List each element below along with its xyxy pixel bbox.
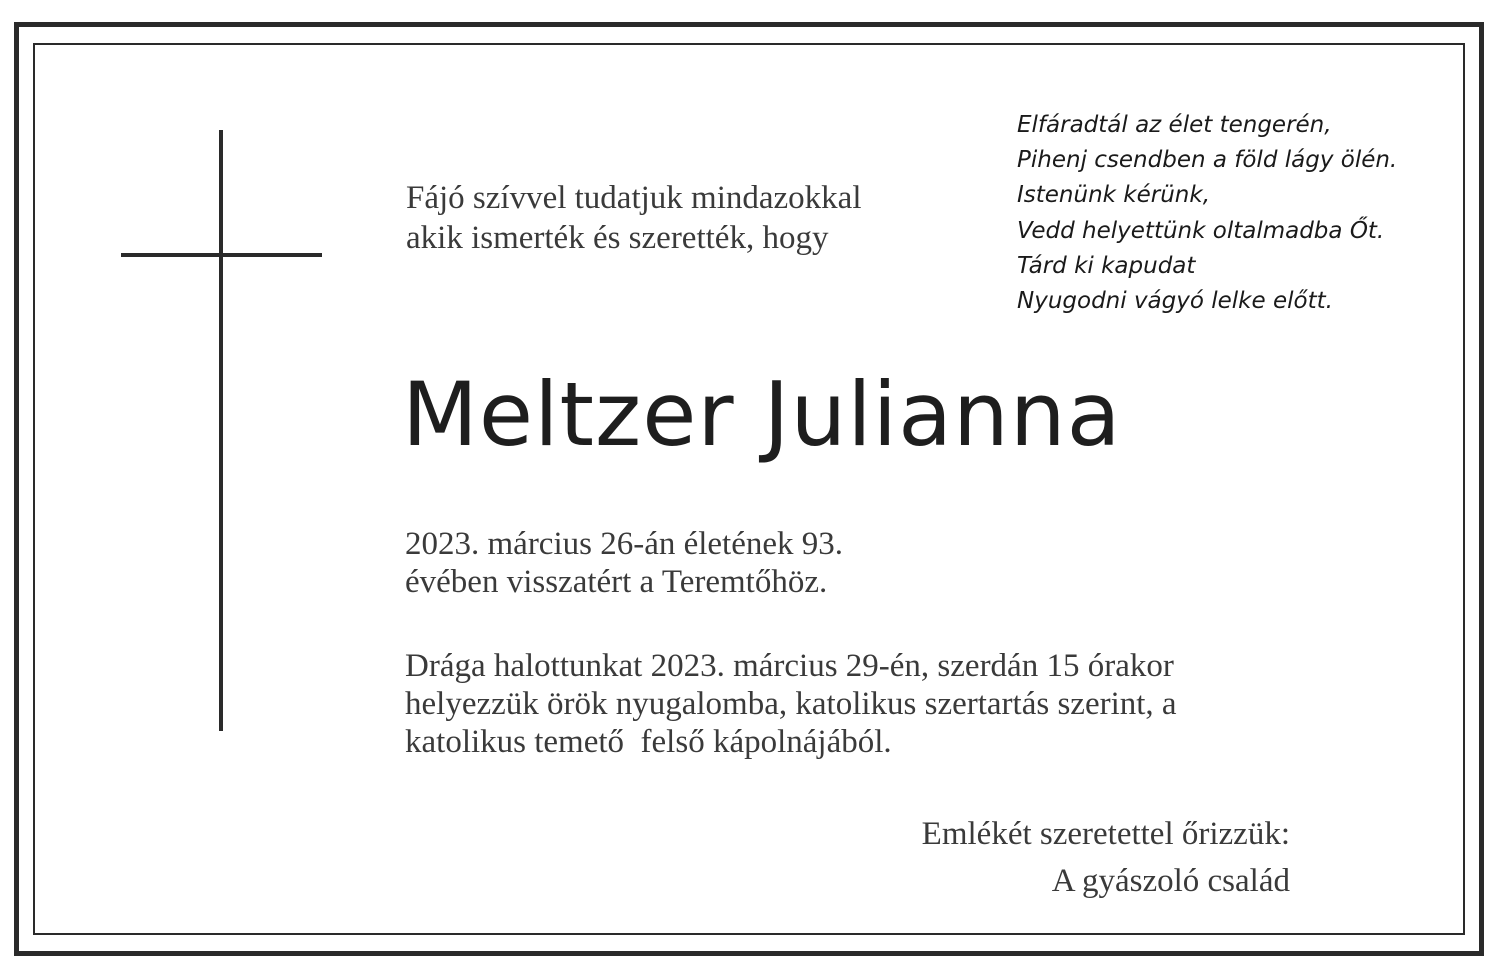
poem-line: Istenünk kérünk, <box>1017 182 1211 209</box>
funeral-info-line: katolikus temető felső kápolnájából. <box>405 724 892 760</box>
funeral-info-line: Drága halottunkat 2023. március 29-én, szerdán 15 órakor <box>405 648 1174 684</box>
poem-line: Vedd helyettünk oltalmadba Őt. <box>1017 217 1385 244</box>
poem-line: Elfáradtál az élet tengerén, <box>1017 112 1332 138</box>
poem-line: Pihenj csendben a föld lágy ölén. <box>1017 147 1398 174</box>
funeral-info-line: helyezzük örök nyugalomba, katolikus szertartás szerint, a <box>405 686 1177 722</box>
closing-text <box>922 811 1290 905</box>
cross-vertical-beam <box>219 130 223 731</box>
death-info <box>405 525 843 601</box>
poem <box>1017 108 1397 319</box>
intro-line: Fájó szívvel tudatjuk mindazokkal <box>406 180 862 216</box>
cross-horizontal-beam <box>121 253 322 257</box>
poem-line: Nyugodni vágyó lelke előtt. <box>1017 288 1333 315</box>
funeral-info <box>405 647 1177 761</box>
deceased-name: Meltzer Julianna <box>402 363 1122 466</box>
closing-line: Emlékét szeretettel őrizzük: <box>921 816 1290 852</box>
closing-signature: A gyászoló család <box>1051 863 1290 899</box>
death-info-line: évében visszatért a Teremtőhöz. <box>405 564 828 600</box>
poem-line: Tárd ki kapudat <box>1017 252 1196 279</box>
intro-text <box>406 178 862 258</box>
intro-line: akik ismerték és szerették, hogy <box>406 220 829 256</box>
death-info-line: 2023. március 26-án életének 93. <box>405 526 844 562</box>
